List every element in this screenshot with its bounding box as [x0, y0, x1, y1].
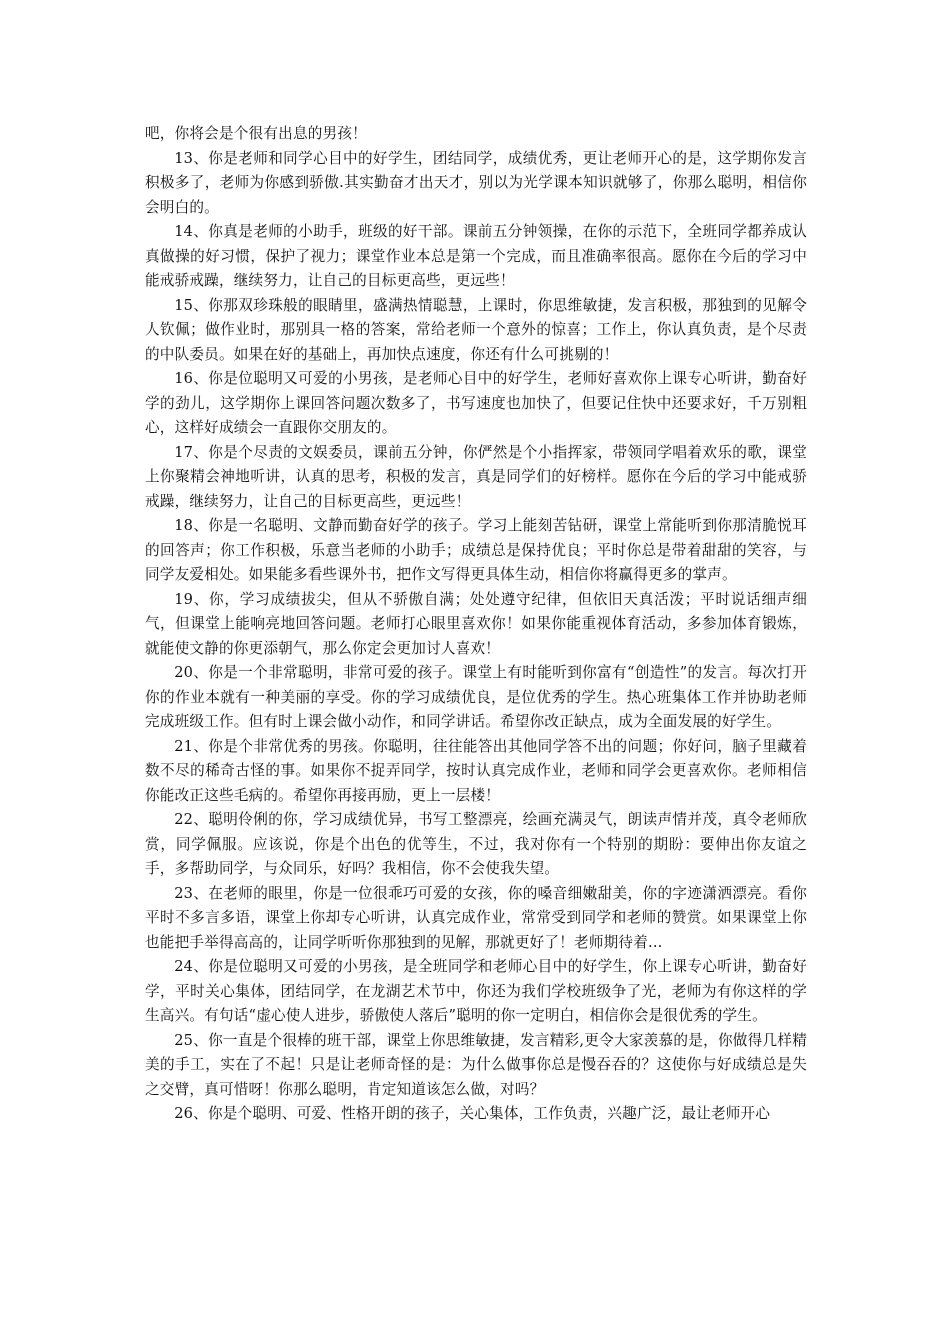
paragraph-13: 13、你是老师和同学心目中的好学生，团结同学，成绩优秀，更让老师开心的是，这学期你发言积极多了，老师为你感到骄傲.其实勤奋才出天才，别以为光学课本知识就够了，你那么聪明，相信你会明白的。	[145, 149, 807, 216]
paragraph-25: 25、你一直是个很棒的班干部，课堂上你思维敏捷，发言精彩,更令大家羡慕的是，你做得几样精美的手工，实在了不起！只是让老师奇怪的是：为什么做事你总是慢吞吞的？这使你与好成绩总是失之交臂，真可惜呀！你那么聪明，肯定知道该怎么做，对吗？	[145, 1031, 807, 1098]
paragraph-14: 14、你真是老师的小助手，班级的好干部。课前五分钟领操，在你的示范下，全班同学都养成认真做操的好习惯，保护了视力；课堂作业本总是第一个完成，而且准确率很高。愿你在今后的学习中能戒骄戒躁，继续努力，让自己的目标更高些，更远些！	[145, 223, 807, 289]
paragraph-23: 23、在老师的眼里，你是一位很乖巧可爱的女孩，你的嗓音细嫩甜美，你的字迹潇洒漂亮。看你平时不多言多语，课堂上你却专心听讲，认真完成作业，常常受到同学和老师的赞赏。如果课堂上你也能把手举得高高的，让同学听听你那独到的见解，那就更好了！老师期待着...	[145, 884, 807, 951]
paragraph-19: 19、你，学习成绩拔尖，但从不骄傲自满；处处遵守纪律，但依旧天真活泼；平时说话细声细气，但课堂上能响亮地回答问题。老师打心眼里喜欢你！如果你能重视体育活动，多参加体育锻炼，就能使文静的你更添朝气，那么你定会更加讨人喜欢！	[145, 590, 807, 657]
paragraph-16: 16、你是位聪明又可爱的小男孩，是老师心目中的好学生，老师好喜欢你上课专心听讲，勤奋好学的劲儿，这学期你上课回答问题次数多了，书写速度也加快了，但要记住快中还要求好，千万别粗心，这样好成绩会一直跟你交朋友的。	[145, 370, 807, 436]
paragraph-21: 21、你是个非常优秀的男孩。你聪明，往往能答出其他同学答不出的问题；你好问，脑子里藏着数不尽的稀奇古怪的事。如果你不捉弄同学，按时认真完成作业，老师和同学会更喜欢你。老师相信你能改正这些毛病的。希望你再接再励，更上一层楼！	[145, 737, 807, 804]
paragraph-17: 17、你是个尽责的文娱委员，课前五分钟，你俨然是个小指挥家，带领同学唱着欢乐的歌，课堂上你聚精会神地听讲，认真的思考，积极的发言，真是同学们的好榜样。愿你在今后的学习中能戒骄戒躁，继续努力，让自己的目标更高些，更远些！	[145, 443, 807, 510]
paragraph-22: 22、聪明伶俐的你，学习成绩优异，书写工整漂亮，绘画充满灵气，朗读声情并茂，真令老师欣赏，同学佩服。应该说，你是个出色的优等生，不过，我对你有一个特别的期盼：要伸出你友谊之手，多帮助同学，与众同乐，好吗？我相信，你不会使我失望。	[145, 811, 807, 877]
paragraph-15: 15、你那双珍珠般的眼睛里，盛满热情聪慧，上课时，你思维敏捷，发言积极，那独到的见解令人钦佩；做作业时，那别具一格的答案，常给老师一个意外的惊喜；工作上，你认真负责，是个尽责的中队委员。如果在好的基础上，再加快点速度，你还有什么可挑剔的！	[145, 296, 807, 363]
paragraph-20: 20、你是一个非常聪明，非常可爱的孩子。课堂上有时能听到你富有“创造性”的发言。每次打开你的作业本就有一种美丽的享受。你的学习成绩优良，是位优秀的学生。热心班集体工作并协助老师完成班级工作。但有时上课会做小动作，和同学讲话。希望你改正缺点，成为全面发展的好学生。	[145, 664, 807, 730]
paragraph-continuation: 吧，你将会是个很有出息的男孩！	[145, 125, 367, 142]
paragraph-18: 18、你是一名聪明、文静而勤奋好学的孩子。学习上能刻苦钻研，课堂上常能听到你那清脆悦耳的回答声；你工作积极，乐意当老师的小助手；成绩总是保持优良；平时你总是带着甜甜的笑容，与同学友爱相处。如果能多看些课外书，把作文写得更具体生动，相信你将赢得更多的掌声。	[145, 517, 807, 583]
paragraph-26: 26、你是个聪明、可爱、性格开朗的孩子，关心集体，工作负责，兴趣广泛，最让老师开心	[174, 1105, 771, 1122]
paragraph-24: 24、你是位聪明又可爱的小男孩，是全班同学和老师心目中的好学生，你上课专心听讲，勤奋好学，平时关心集体，团结同学，在龙湖艺术节中，你还为我们学校班级争了光，老师为有你这样的学生高兴。有句话“虚心使人进步，骄傲使人落后”聪明的你一定明白，相信你会是很优秀的学生。	[145, 958, 807, 1024]
document-body	[145, 122, 807, 1127]
